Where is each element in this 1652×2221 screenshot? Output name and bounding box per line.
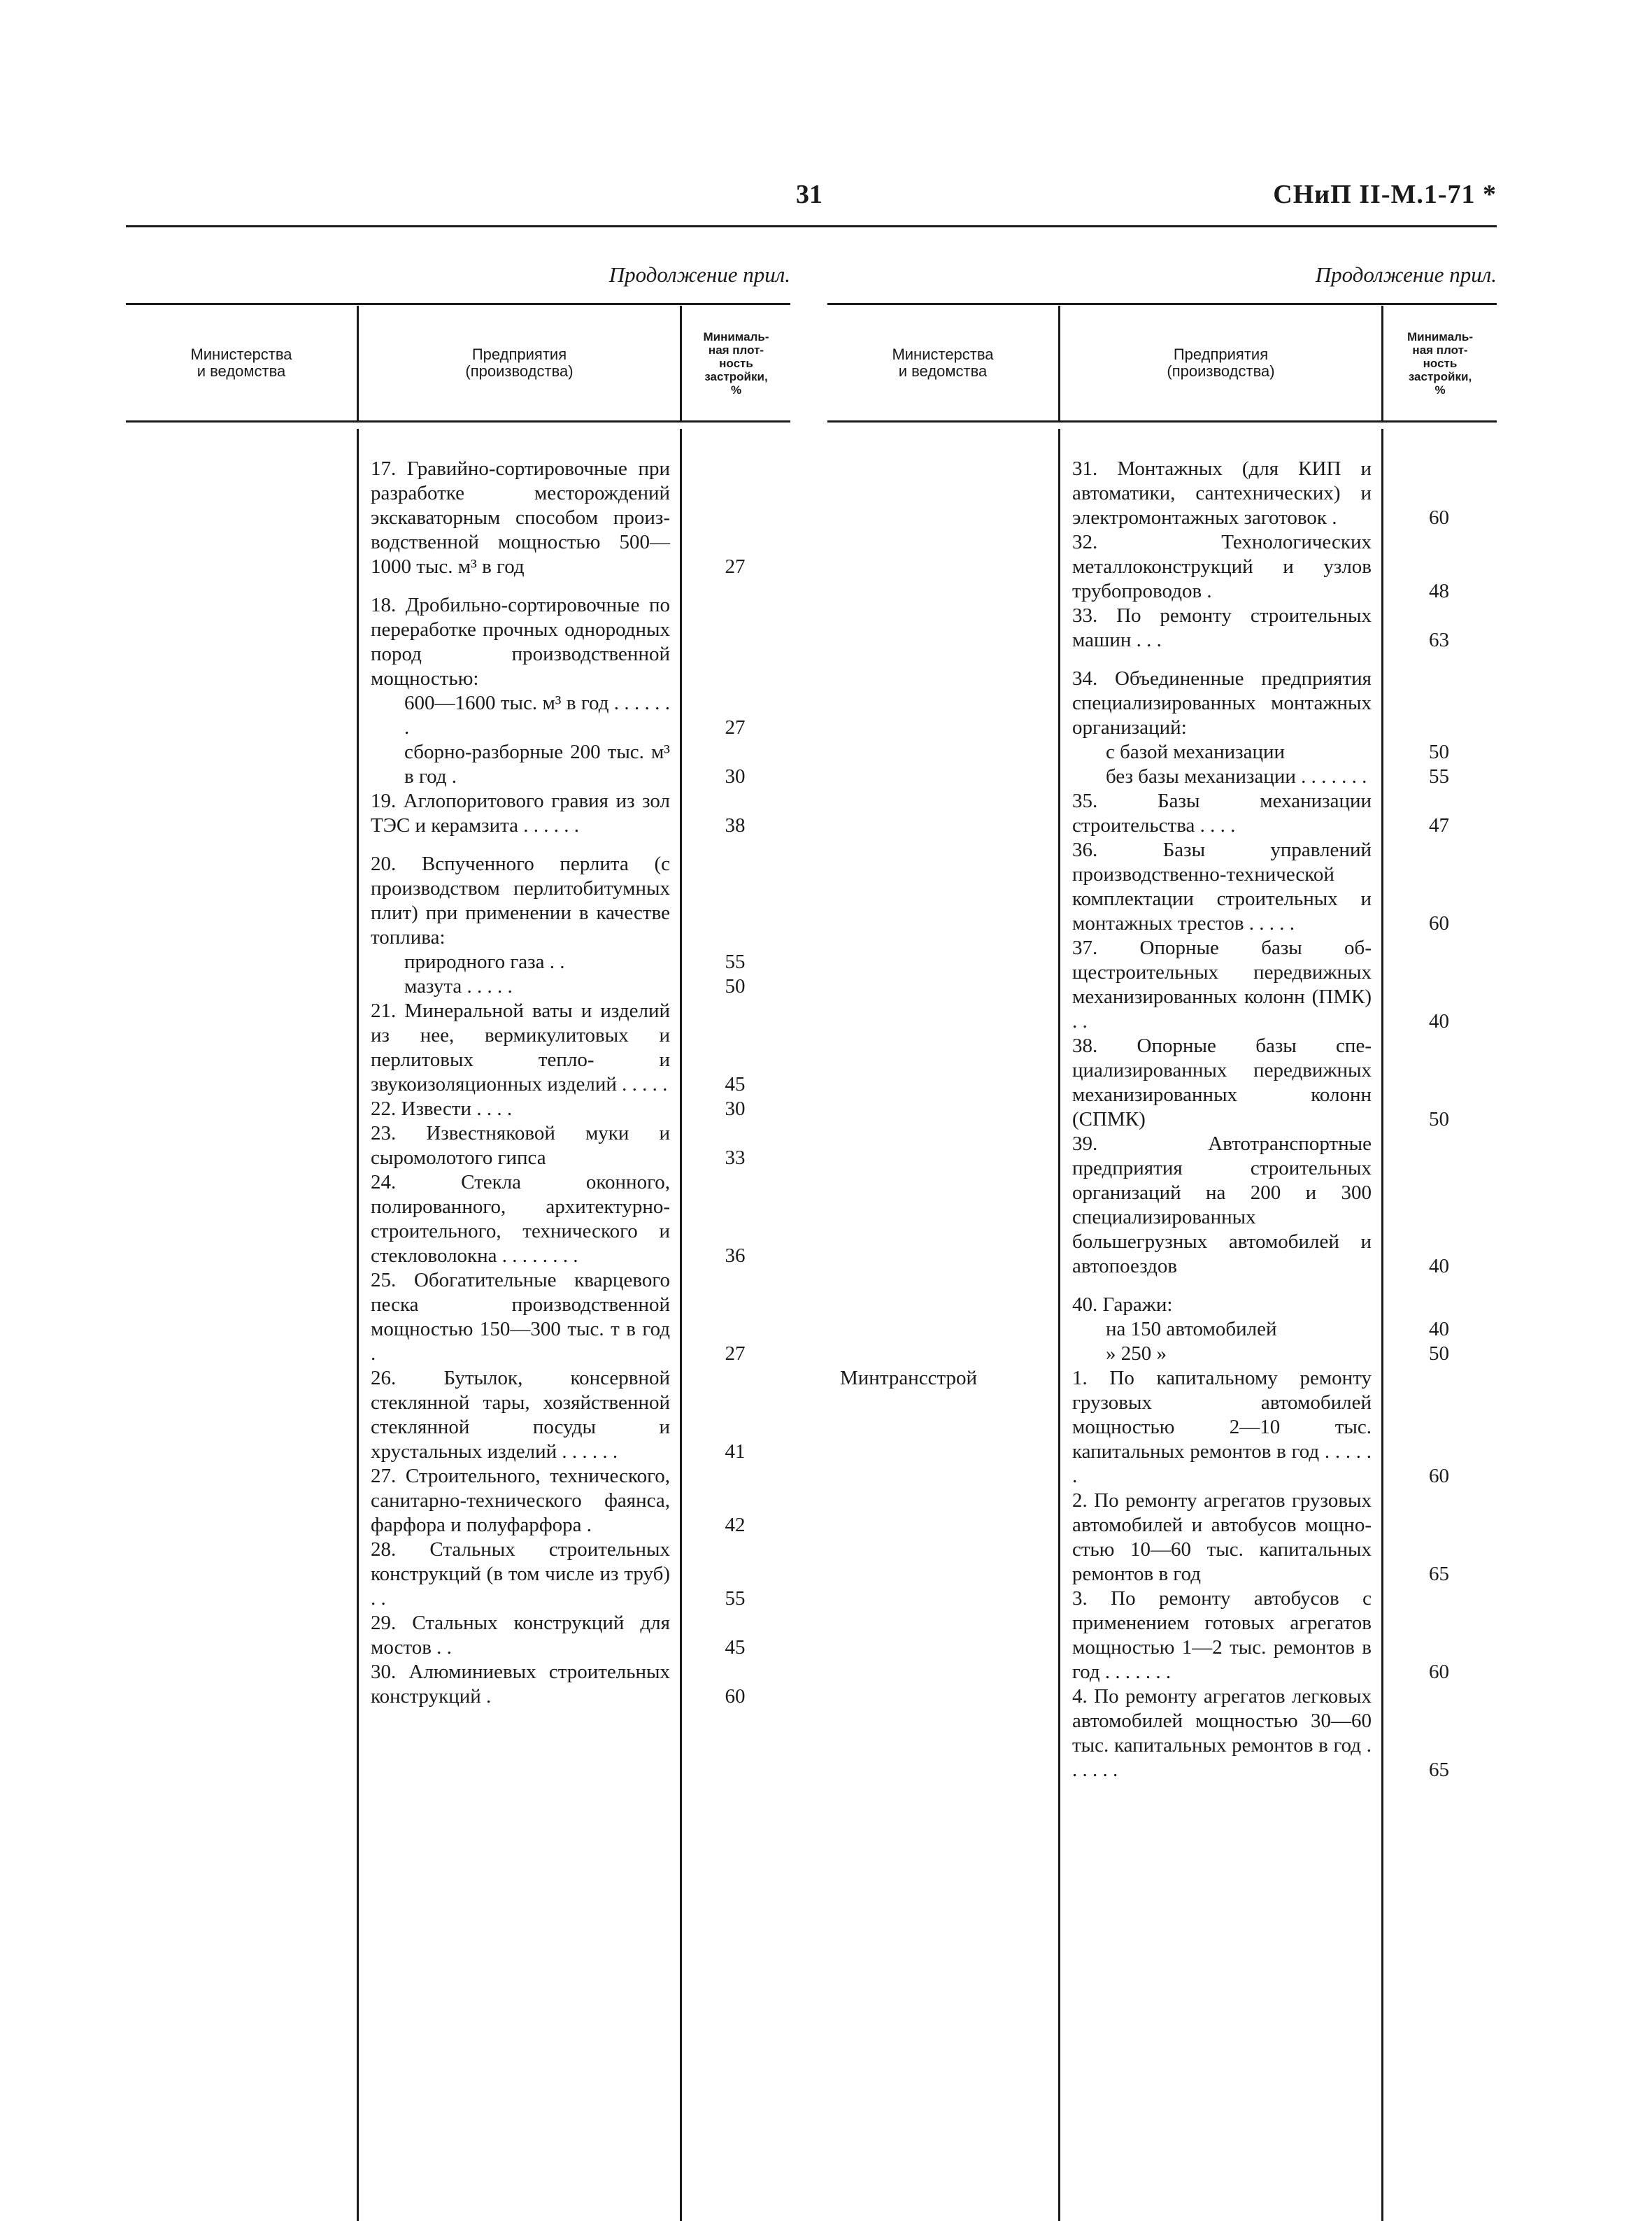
enterprise-cell: 17. Гравийно-сортировочные при разработке месторождений экскаваторным способом производственной мощностью 500—1000 тыс. м³ в год (371, 457, 670, 578)
enterprise-cell: природного газа . . (404, 951, 565, 973)
enterprise-cell: 23. Известняковой муки и сыромолотого гипса (371, 1122, 670, 1169)
table-row (827, 765, 1497, 789)
column-header-enterprises: Предприятия (производства) (1167, 346, 1275, 380)
density-value: 33 (725, 1147, 746, 1169)
enterprise-cell: сборно-разборные 200 тыс. м³ в год . (404, 741, 670, 788)
enterprise-cell: 36. Базы управлений производственно-технической комплектации строительных и монтажных трестов . . . . . (1072, 839, 1372, 935)
table-row (126, 1538, 790, 1611)
table-row (126, 789, 790, 838)
table-row (126, 1464, 790, 1538)
ministry-cell: Минтрансстрой (840, 1367, 978, 1389)
density-value: 27 (725, 1342, 746, 1365)
table-row (827, 838, 1497, 936)
enterprise-cell: 40. Гаражи: (1072, 1293, 1173, 1316)
table-body (827, 457, 1497, 1782)
table-row (827, 457, 1497, 530)
table-row (827, 740, 1497, 765)
header-bottom-rule (126, 420, 790, 423)
table-row (827, 1684, 1497, 1782)
enterprise-cell: » 250 » (1106, 1342, 1167, 1365)
density-value: 45 (725, 1636, 746, 1659)
table-row (827, 789, 1497, 838)
table-row (126, 1121, 790, 1170)
density-value: 47 (1429, 814, 1449, 837)
enterprise-cell: 33. По ремонту строительных машин . . . (1072, 604, 1372, 651)
table-row (126, 1268, 790, 1366)
enterprise-cell: 24. Стекла оконного, полированного, архитектурно-строительного, технического и стекловолокна . . . . . . . . (371, 1171, 670, 1267)
table-row (827, 936, 1497, 1034)
enterprise-cell: 600—1600 тыс. м³ в год . . . . . . . (404, 692, 670, 739)
enterprise-cell: мазута . . . . . (404, 975, 513, 998)
page-header (126, 175, 1497, 224)
column-header-ministries: Министерства и ведомства (190, 346, 292, 380)
table-row (126, 1170, 790, 1268)
density-value: 36 (725, 1244, 746, 1267)
table-row (827, 530, 1497, 604)
density-value: 60 (1429, 912, 1449, 935)
density-value: 60 (1429, 1465, 1449, 1487)
enterprise-cell: 26. Бутылок, консервной стеклянной тары, хозяйственной стеклянной посуды и хрустальных изделий . . . . . . (371, 1367, 670, 1463)
density-value: 65 (1429, 1563, 1449, 1585)
density-value: 55 (1429, 765, 1449, 788)
density-value: 50 (1429, 1342, 1449, 1365)
table-row (126, 1366, 790, 1464)
density-value: 27 (725, 555, 746, 578)
continuation-caption: Продолжение прил. (1315, 262, 1497, 287)
table-body (126, 457, 790, 1709)
table-row (126, 740, 790, 789)
header-bottom-rule (827, 420, 1497, 423)
enterprise-cell: 32. Технологических металлоконструкций и узлов трубопроводов . (1072, 531, 1372, 602)
column-header-enterprises: Предприятия (производства) (465, 346, 574, 380)
enterprise-cell: 31. Монтажных (для КИП и автоматики, сантехнических) и электромонтажных заготовок . (1072, 457, 1372, 529)
density-value: 30 (725, 1098, 746, 1120)
document-code: СНиП II-М.1-71 * (1273, 180, 1497, 209)
enterprise-cell: 3. По ремонту автобусов с применением готовых агрегатов мощностью 1—2 тыс. ремонтов в год . . . . . . . (1072, 1587, 1372, 1683)
table-row (827, 1132, 1497, 1279)
enterprise-cell: 30. Алюминиевых строительных конструкций . (371, 1661, 670, 1708)
table-row (827, 1317, 1497, 1342)
table-row (126, 999, 790, 1097)
enterprise-cell: 18. Дробильно-сортировочные по переработке прочных однородных пород производственной мощностью: (371, 594, 670, 690)
column-divider (1381, 306, 1383, 420)
enterprise-cell: 20. Вспученного перлита (с производством перлитобитумных плит) при применении в качестве топлива: (371, 853, 670, 949)
density-value: 60 (725, 1685, 746, 1708)
table-row (126, 950, 790, 974)
enterprise-cell: 38. Опорные базы специализированных передвижных механизированных колонн (СПМК) (1072, 1035, 1372, 1130)
enterprise-cell: 1. По капитальному ремонту грузовых автомобилей мощностью 2—10 тыс. капитальных ремонтов в год . . . . . . (1072, 1367, 1372, 1487)
table-row (126, 1611, 790, 1660)
density-value: 55 (725, 951, 746, 973)
density-value: 41 (725, 1440, 746, 1463)
enterprise-cell: 2. По ремонту агрегатов грузовых автомобилей и автобусов мощностью 10—60 тыс. капитальных ремонтов в год (1072, 1489, 1372, 1585)
density-value: 63 (1429, 629, 1449, 651)
table-row (126, 1660, 790, 1709)
page-number: 31 (796, 180, 823, 209)
table-row (126, 852, 790, 950)
density-value: 65 (1429, 1759, 1449, 1781)
enterprise-cell: 37. Опорные базы общестроительных передвижных механизированных колонн (ПМК) . . (1072, 937, 1372, 1033)
density-value: 48 (1429, 580, 1449, 602)
table-row (126, 1097, 790, 1121)
column-header-density: Минималь- ная плот- ность застройки, % (1407, 329, 1474, 397)
table-top-rule (126, 303, 790, 305)
table-top-rule (827, 303, 1497, 305)
table-row (827, 1034, 1497, 1132)
density-value: 60 (1429, 506, 1449, 529)
enterprise-cell: с базой механизации (1106, 741, 1286, 763)
column-header-ministries: Министерства и ведомства (892, 346, 994, 380)
table-row (827, 604, 1497, 653)
density-value: 45 (725, 1073, 746, 1095)
table-row (827, 667, 1497, 740)
enterprise-cell: на 150 автомобилей (1106, 1318, 1277, 1340)
density-value: 50 (725, 975, 746, 998)
enterprise-cell: 35. Базы механизации строительства . . . . (1072, 790, 1372, 837)
density-value: 38 (725, 814, 746, 837)
column-header-density: Минималь- ная плот- ность застройки, % (703, 329, 769, 397)
table-row (126, 593, 790, 691)
table-row (827, 1293, 1497, 1317)
column-divider (1058, 306, 1060, 420)
continuation-caption: Продолжение прил. (608, 262, 790, 287)
table-row (827, 1489, 1497, 1587)
density-value: 50 (1429, 741, 1449, 763)
density-value: 60 (1429, 1661, 1449, 1683)
density-value: 55 (725, 1587, 746, 1610)
enterprise-cell: без базы механизации . . . . . . . (1106, 765, 1367, 788)
enterprise-cell: 21. Минеральной ваты и изделий из нее, вермикулитовых и перлитовых тепло- и звукоизоляционных изделий . . . . . (371, 1000, 670, 1095)
density-value: 42 (725, 1514, 746, 1536)
enterprise-cell: 29. Стальных конструкций для мостов . . (371, 1612, 670, 1659)
column-divider (680, 306, 682, 420)
density-value: 40 (1429, 1255, 1449, 1277)
enterprise-cell: 34. Объединенные предприятия специализированных монтажных организаций: (1072, 667, 1372, 739)
enterprise-cell: 28. Стальных строительных конструкций (в том числе из труб) . . (371, 1538, 670, 1610)
enterprise-cell: 19. Аглопоритового гравия из зол ТЭС и керамзита . . . . . . (371, 790, 670, 837)
header-rule (126, 225, 1497, 227)
table-row (827, 1587, 1497, 1684)
table-row (126, 691, 790, 740)
density-value: 40 (1429, 1318, 1449, 1340)
enterprise-cell: 27. Строительного, технического, санитарно-технического фаянса, фарфора и полуфарфора . (371, 1465, 670, 1536)
column-divider (357, 306, 359, 420)
table-row (827, 1366, 1497, 1489)
enterprise-cell: 39. Автотранспортные предприятия строительных организаций на 200 и 300 специализированных большегрузных автомобилей и автопоездов (1072, 1133, 1372, 1277)
density-value: 27 (725, 716, 746, 739)
enterprise-cell: 25. Обогатительные кварцевого песка производственной мощностью 150—300 тыс. т в год . (371, 1269, 670, 1365)
density-value: 30 (725, 765, 746, 788)
table-row (126, 974, 790, 999)
density-value: 50 (1429, 1108, 1449, 1130)
table-row (827, 1342, 1497, 1366)
enterprise-cell: 4. По ремонту агрегатов легковых автомобилей мощностью 30—60 тыс. капитальных ремонтов в год . . . . . . (1072, 1685, 1372, 1781)
table-row (126, 457, 790, 579)
density-value: 40 (1429, 1010, 1449, 1033)
enterprise-cell: 22. Извести . . . . (371, 1098, 513, 1120)
